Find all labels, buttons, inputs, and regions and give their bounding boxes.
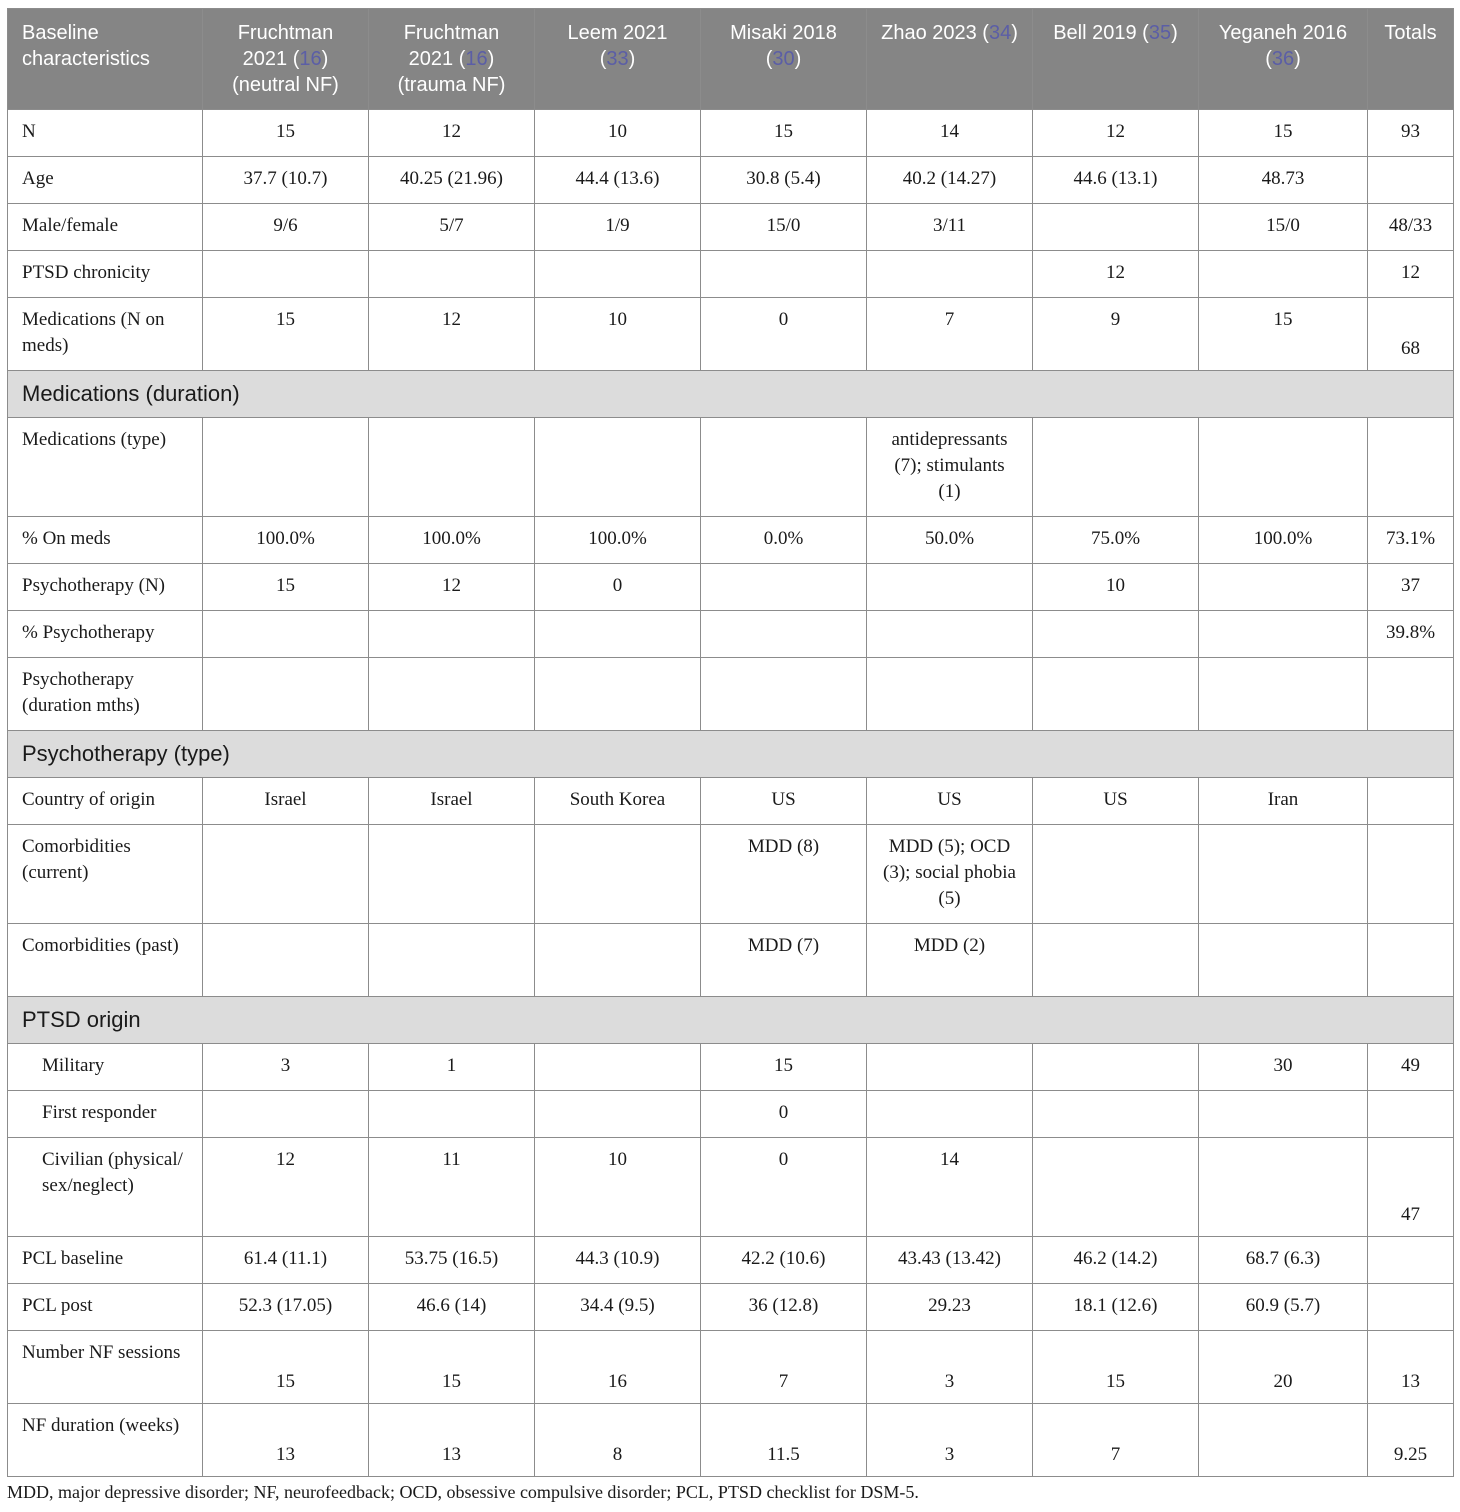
table-row xyxy=(8,1284,1454,1331)
table-cell: 3 xyxy=(867,1331,1033,1404)
table-cell: 42.2 (10.6) xyxy=(701,1237,867,1284)
header-fruchtman-neutral xyxy=(203,9,369,110)
row-label: Civilian (physical/ sex/neglect) xyxy=(8,1138,203,1237)
table-cell xyxy=(203,251,369,298)
table-row xyxy=(8,924,1454,997)
table-cell xyxy=(701,611,867,658)
table-cell xyxy=(369,1091,535,1138)
table-cell xyxy=(535,658,701,731)
totals-cell: 12 xyxy=(1368,251,1454,298)
table-cell: 13 xyxy=(369,1404,535,1477)
table-cell: 0 xyxy=(535,564,701,611)
header-text: Fruchtman 2021 ( xyxy=(237,22,334,70)
table-cell xyxy=(1199,611,1368,658)
header-row xyxy=(8,9,1454,110)
reference-link[interactable]: 36 xyxy=(1271,48,1295,70)
totals-cell xyxy=(1368,1091,1454,1138)
table-row xyxy=(8,564,1454,611)
table-cell: South Korea xyxy=(535,778,701,825)
table-cell: 12 xyxy=(369,298,535,371)
table-cell xyxy=(867,1044,1033,1091)
table-cell xyxy=(1033,924,1199,997)
table-cell: 43.43 (13.42) xyxy=(867,1237,1033,1284)
table-row xyxy=(8,1091,1454,1138)
table-cell xyxy=(1033,611,1199,658)
table-cell xyxy=(1199,658,1368,731)
table-cell xyxy=(369,418,535,517)
table-cell: 15 xyxy=(203,298,369,371)
table-cell: 100.0% xyxy=(369,517,535,564)
table-cell xyxy=(369,658,535,731)
table-cell: MDD (7) xyxy=(701,924,867,997)
section-psychotherapy-type: Psychotherapy (type) xyxy=(8,731,1454,778)
table-cell: 10 xyxy=(535,298,701,371)
reference-link[interactable]: 35 xyxy=(1148,22,1172,44)
table-row xyxy=(8,1331,1454,1404)
table-row xyxy=(8,658,1454,731)
table-cell: 100.0% xyxy=(1199,517,1368,564)
table-cell: 46.6 (14) xyxy=(369,1284,535,1331)
table-cell: 15/0 xyxy=(701,204,867,251)
header-text: ) xyxy=(1171,22,1178,44)
table-row xyxy=(8,1237,1454,1284)
table-cell: Israel xyxy=(203,778,369,825)
table-cell xyxy=(535,611,701,658)
table-row xyxy=(8,1138,1454,1237)
table-cell: 15 xyxy=(203,564,369,611)
table-cell: 14 xyxy=(867,1138,1033,1237)
table-cell: 13 xyxy=(203,1404,369,1477)
table-cell: 9/6 xyxy=(203,204,369,251)
row-label: Psychotherapy (duration mths) xyxy=(8,658,203,731)
table-cell: 3/11 xyxy=(867,204,1033,251)
row-label: PCL baseline xyxy=(8,1237,203,1284)
table-cell: 15 xyxy=(369,1331,535,1404)
table-cell: 75.0% xyxy=(1033,517,1199,564)
table-cell: MDD (2) xyxy=(867,924,1033,997)
table-cell: Iran xyxy=(1199,778,1368,825)
table-cell xyxy=(1199,924,1368,997)
reference-link[interactable]: 16 xyxy=(465,48,488,70)
totals-cell: 93 xyxy=(1368,110,1454,157)
section-medications-duration: Medications (duration) xyxy=(8,371,1454,418)
table-cell: 44.4 (13.6) xyxy=(535,157,701,204)
table-cell xyxy=(203,825,369,924)
table-cell: 10 xyxy=(535,1138,701,1237)
table-body xyxy=(8,110,1454,1477)
table-cell: 0 xyxy=(701,298,867,371)
reference-link[interactable]: 30 xyxy=(772,48,795,70)
table-cell: 36 (12.8) xyxy=(701,1284,867,1331)
table-cell xyxy=(535,825,701,924)
table-cell: 100.0% xyxy=(203,517,369,564)
table-cell: 7 xyxy=(867,298,1033,371)
table-cell: 1 xyxy=(369,1044,535,1091)
row-label: N xyxy=(8,110,203,157)
table-cell xyxy=(1199,825,1368,924)
table-cell: 100.0% xyxy=(535,517,701,564)
table-row xyxy=(8,1044,1454,1091)
table-cell: MDD (5); OCD (3); social phobia (5) xyxy=(867,825,1033,924)
header-text: ) xyxy=(1294,48,1301,70)
table-cell: 34.4 (9.5) xyxy=(535,1284,701,1331)
table-cell xyxy=(1199,251,1368,298)
table-cell: US xyxy=(1033,778,1199,825)
table-header xyxy=(8,9,1454,110)
table-cell xyxy=(1033,1044,1199,1091)
row-label: Psychotherapy (N) xyxy=(8,564,203,611)
table-cell xyxy=(701,251,867,298)
totals-cell xyxy=(1368,924,1454,997)
table-cell: 15 xyxy=(203,110,369,157)
table-cell: 20 xyxy=(1199,1331,1368,1404)
table-cell: 68.7 (6.3) xyxy=(1199,1237,1368,1284)
totals-cell xyxy=(1368,825,1454,924)
table-cell xyxy=(1199,1091,1368,1138)
table-cell xyxy=(1033,1138,1199,1237)
table-row xyxy=(8,778,1454,825)
table-cell: 15 xyxy=(701,1044,867,1091)
section-row xyxy=(8,731,1454,778)
section-row xyxy=(8,371,1454,418)
table-cell: 0 xyxy=(701,1138,867,1237)
reference-link[interactable]: 33 xyxy=(606,48,629,70)
table-cell xyxy=(369,251,535,298)
row-label: Number NF sessions xyxy=(8,1331,203,1404)
row-label: PCL post xyxy=(8,1284,203,1331)
totals-cell: 39.8% xyxy=(1368,611,1454,658)
table-row xyxy=(8,204,1454,251)
table-cell: 10 xyxy=(1033,564,1199,611)
table-cell xyxy=(535,1044,701,1091)
table-cell: 44.3 (10.9) xyxy=(535,1237,701,1284)
totals-cell: 9.25 xyxy=(1368,1404,1454,1477)
table-cell: 1/9 xyxy=(535,204,701,251)
table-cell: 29.23 xyxy=(867,1284,1033,1331)
table-cell: 7 xyxy=(701,1331,867,1404)
reference-link[interactable]: 16 xyxy=(299,48,322,70)
header-totals: Totals xyxy=(1368,9,1454,110)
table-cell xyxy=(1199,418,1368,517)
totals-cell xyxy=(1368,418,1454,517)
header-fruchtman-trauma xyxy=(369,9,535,110)
table-cell: 10 xyxy=(535,110,701,157)
header-text: ) (neutral NF) xyxy=(232,48,339,96)
table-cell xyxy=(203,1091,369,1138)
table-cell: 37.7 (10.7) xyxy=(203,157,369,204)
table-cell xyxy=(867,1091,1033,1138)
header-text: Bell 2019 ( xyxy=(1053,22,1149,44)
table-cell xyxy=(1033,1091,1199,1138)
table-cell xyxy=(369,611,535,658)
table-cell: 15 xyxy=(1199,110,1368,157)
baseline-characteristics-table xyxy=(7,8,1454,1477)
table-cell xyxy=(535,1091,701,1138)
table-cell xyxy=(1033,204,1199,251)
table-cell: 30.8 (5.4) xyxy=(701,157,867,204)
table-cell: 12 xyxy=(369,564,535,611)
table-cell: 12 xyxy=(369,110,535,157)
table-cell xyxy=(1199,1404,1368,1477)
totals-cell xyxy=(1368,1237,1454,1284)
table-cell xyxy=(535,924,701,997)
table-cell: 3 xyxy=(203,1044,369,1091)
header-yeganeh xyxy=(1199,9,1368,110)
header-text: ) xyxy=(1011,22,1018,44)
table-cell xyxy=(535,418,701,517)
row-label: % On meds xyxy=(8,517,203,564)
table-cell: 52.3 (17.05) xyxy=(203,1284,369,1331)
table-cell: 8 xyxy=(535,1404,701,1477)
table-cell xyxy=(701,418,867,517)
table-cell xyxy=(701,564,867,611)
table-cell xyxy=(1033,418,1199,517)
row-label: First responder xyxy=(8,1091,203,1138)
table-cell xyxy=(701,658,867,731)
table-cell xyxy=(1199,1138,1368,1237)
header-bell xyxy=(1033,9,1199,110)
table-cell xyxy=(1199,564,1368,611)
table-cell: 12 xyxy=(1033,251,1199,298)
table-row xyxy=(8,298,1454,371)
table-cell xyxy=(1033,658,1199,731)
table-cell xyxy=(535,251,701,298)
table-row xyxy=(8,825,1454,924)
table-cell: 15 xyxy=(1033,1331,1199,1404)
table-cell: 15 xyxy=(1199,298,1368,371)
table-cell: 5/7 xyxy=(369,204,535,251)
table-cell: 0.0% xyxy=(701,517,867,564)
header-leem xyxy=(535,9,701,110)
totals-cell xyxy=(1368,658,1454,731)
table-cell: 16 xyxy=(535,1331,701,1404)
table-row xyxy=(8,418,1454,517)
totals-cell xyxy=(1368,778,1454,825)
header-text: Leem 2021 ( xyxy=(567,22,668,70)
totals-cell: 13 xyxy=(1368,1331,1454,1404)
table-row xyxy=(8,1404,1454,1477)
header-text: Zhao 2023 ( xyxy=(881,22,989,44)
table-cell: MDD (8) xyxy=(701,825,867,924)
table-row xyxy=(8,157,1454,204)
table-cell: 40.25 (21.96) xyxy=(369,157,535,204)
reference-link[interactable]: 34 xyxy=(988,22,1012,44)
header-text: ) xyxy=(794,48,802,70)
row-label: % Psychotherapy xyxy=(8,611,203,658)
table-cell: 40.2 (14.27) xyxy=(867,157,1033,204)
table-cell: antidepressants (7); stimulants (1) xyxy=(867,418,1033,517)
table-cell xyxy=(1033,825,1199,924)
header-text: Fruchtman 2021 ( xyxy=(403,22,500,70)
table-cell: 12 xyxy=(203,1138,369,1237)
header-zhao xyxy=(867,9,1033,110)
table-cell: 18.1 (12.6) xyxy=(1033,1284,1199,1331)
table-cell: 12 xyxy=(1033,110,1199,157)
header-text: ) (trauma NF) xyxy=(397,48,506,96)
table-cell: 61.4 (11.1) xyxy=(203,1237,369,1284)
row-label: PTSD chronicity xyxy=(8,251,203,298)
totals-cell: 68 xyxy=(1368,298,1454,371)
table-cell: 9 xyxy=(1033,298,1199,371)
table-row xyxy=(8,251,1454,298)
table-footnote: MDD, major depressive disorder; NF, neurofeedback; OCD, obsessive compulsive disorder; PCL, PTSD checklist for DSM-5. xyxy=(7,1482,919,1502)
table-row xyxy=(8,517,1454,564)
table-cell: 15 xyxy=(203,1331,369,1404)
totals-cell xyxy=(1368,157,1454,204)
table-cell xyxy=(203,418,369,517)
table-cell: 3 xyxy=(867,1404,1033,1477)
table-cell: 60.9 (5.7) xyxy=(1199,1284,1368,1331)
table-cell: 15/0 xyxy=(1199,204,1368,251)
table-row xyxy=(8,611,1454,658)
table-cell: 48.73 xyxy=(1199,157,1368,204)
table-cell xyxy=(203,611,369,658)
row-label: Military xyxy=(8,1044,203,1091)
table-cell xyxy=(867,611,1033,658)
header-text: Yeganeh 2016 ( xyxy=(1218,22,1348,70)
table-cell: 14 xyxy=(867,110,1033,157)
table-cell xyxy=(867,564,1033,611)
table-cell: 11 xyxy=(369,1138,535,1237)
section-row xyxy=(8,997,1454,1044)
row-label: Comorbidities (current) xyxy=(8,825,203,924)
table-cell: US xyxy=(867,778,1033,825)
table-cell: 50.0% xyxy=(867,517,1033,564)
table-cell xyxy=(369,825,535,924)
totals-cell: 47 xyxy=(1368,1138,1454,1237)
totals-cell xyxy=(1368,1284,1454,1331)
totals-cell: 48/33 xyxy=(1368,204,1454,251)
totals-cell: 49 xyxy=(1368,1044,1454,1091)
header-text: ) xyxy=(628,48,636,70)
table-cell: US xyxy=(701,778,867,825)
table-row xyxy=(8,110,1454,157)
table-cell: 44.6 (13.1) xyxy=(1033,157,1199,204)
row-label: Male/female xyxy=(8,204,203,251)
row-label: Age xyxy=(8,157,203,204)
row-label: NF duration (weeks) xyxy=(8,1404,203,1477)
table-cell: 0 xyxy=(701,1091,867,1138)
row-label: Comorbidities (past) xyxy=(8,924,203,997)
table-cell xyxy=(867,658,1033,731)
header-baseline-characteristics: Baseline characteristics xyxy=(8,9,203,110)
table-cell: 53.75 (16.5) xyxy=(369,1237,535,1284)
header-misaki xyxy=(701,9,867,110)
section-ptsd-origin: PTSD origin xyxy=(8,997,1454,1044)
row-label: Country of origin xyxy=(8,778,203,825)
table-cell xyxy=(203,924,369,997)
table-cell: 46.2 (14.2) xyxy=(1033,1237,1199,1284)
row-label: Medications (N on meds) xyxy=(8,298,203,371)
row-label: Medications (type) xyxy=(8,418,203,517)
totals-cell: 73.1% xyxy=(1368,517,1454,564)
table-cell: Israel xyxy=(369,778,535,825)
totals-cell: 37 xyxy=(1368,564,1454,611)
table-cell: 15 xyxy=(701,110,867,157)
table-cell xyxy=(867,251,1033,298)
table-cell xyxy=(203,658,369,731)
table-cell: 7 xyxy=(1033,1404,1199,1477)
table-cell: 11.5 xyxy=(701,1404,867,1477)
table-cell: 30 xyxy=(1199,1044,1368,1091)
header-text: Misaki 2018 ( xyxy=(730,22,837,70)
table-cell xyxy=(369,924,535,997)
